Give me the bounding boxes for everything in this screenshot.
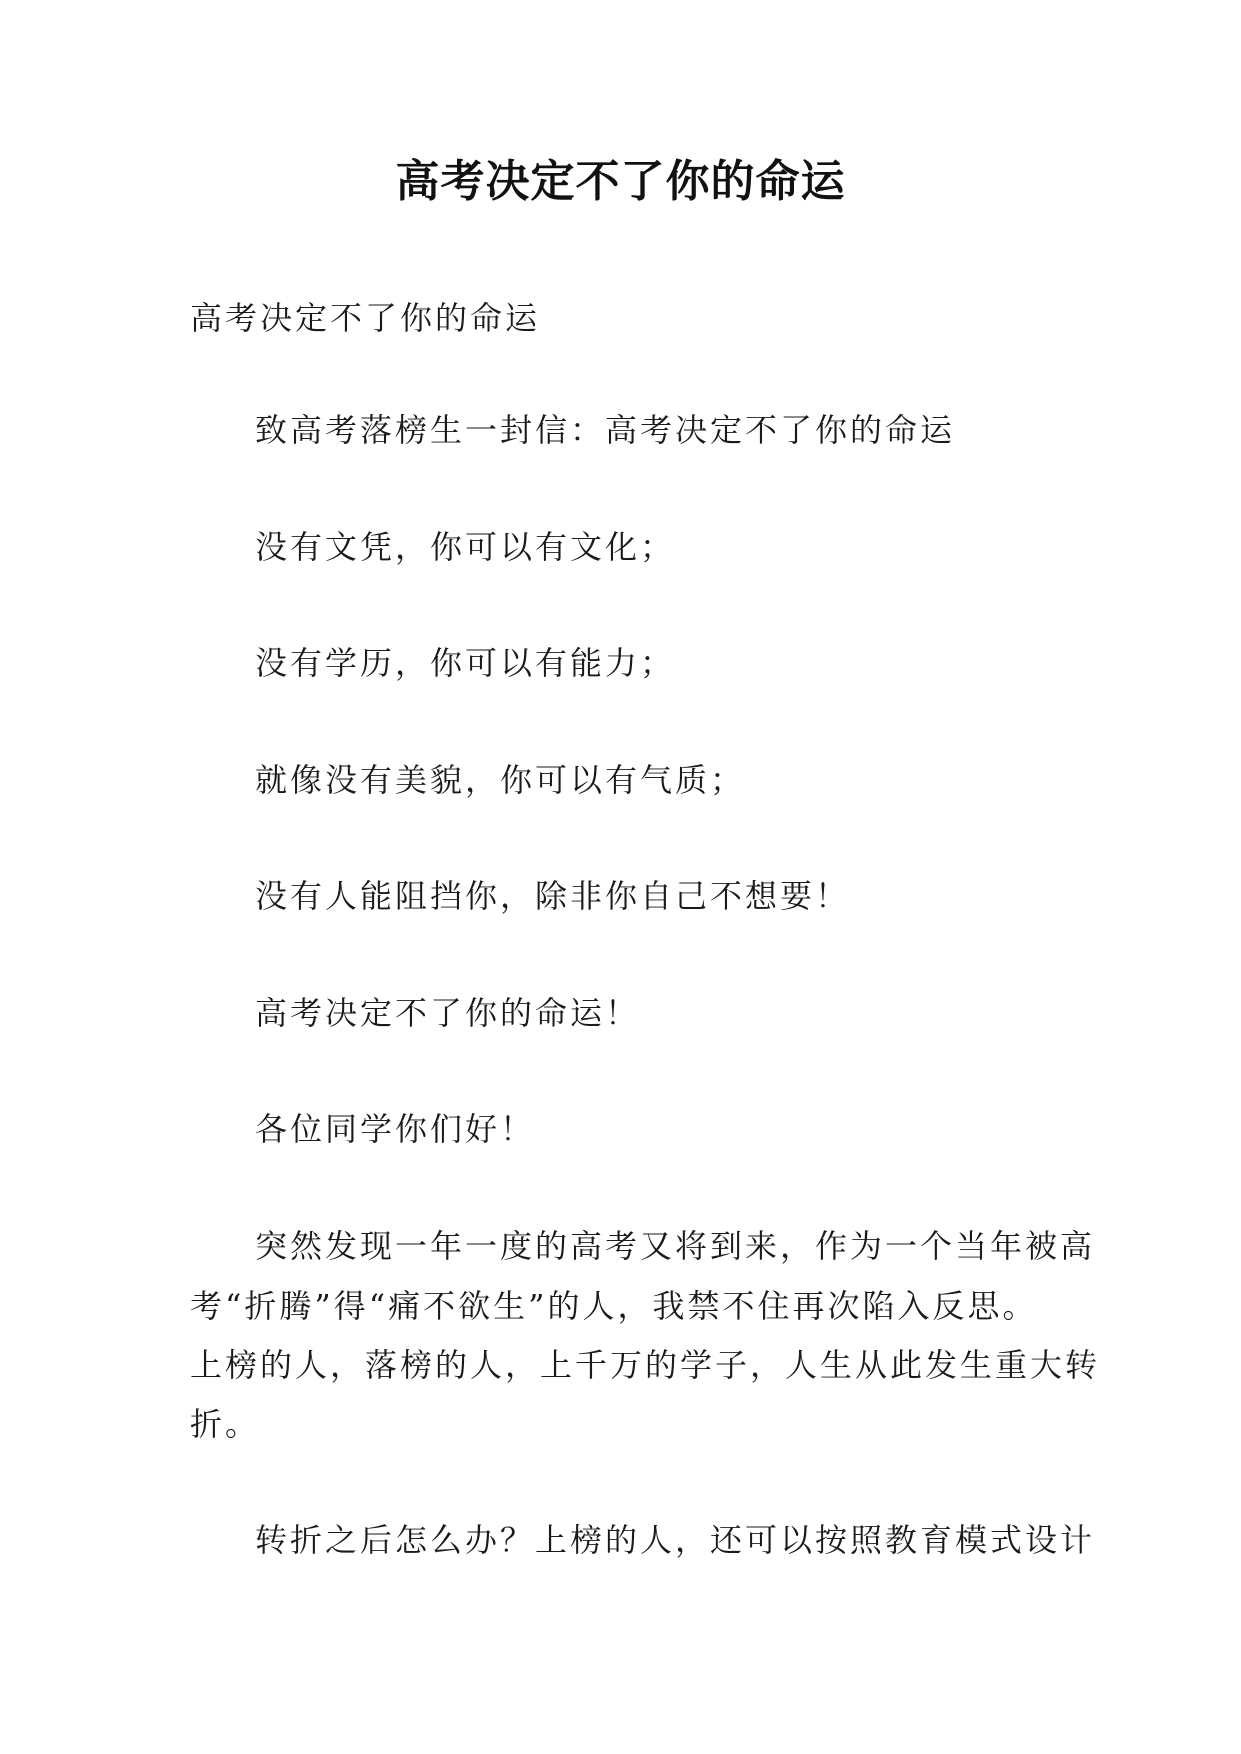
long-paragraph-line: 突然发现一年一度的高考又将到来，作为一个当年被高 <box>255 1227 1096 1265</box>
paragraph-last: 转折之后怎么办？上榜的人，还可以按照教育模式设计 <box>255 1521 1096 1559</box>
paragraph-1: 致高考落榜生一封信：高考决定不了你的命运 <box>255 411 956 449</box>
paragraph-2: 没有文凭，你可以有文化； <box>255 528 676 566</box>
document-title: 高考决定不了你的命运 <box>395 156 846 207</box>
paragraph-3: 没有学历，你可以有能力； <box>255 644 676 682</box>
paragraph-6: 高考决定不了你的命运！ <box>255 994 641 1032</box>
paragraph-4: 就像没有美貌，你可以有气质； <box>255 761 746 799</box>
paragraph-7: 各位同学你们好！ <box>255 1110 536 1148</box>
long-paragraph-line: 上榜的人，落榜的人，上千万的学子，人生从此发生重大转 <box>190 1346 1101 1384</box>
long-paragraph-line: 考“折腾”得“痛不欲生”的人，我禁不住再次陷入反思。 <box>190 1287 1038 1325</box>
paragraph-5: 没有人能阻挡你，除非你自己不想要！ <box>255 877 851 915</box>
long-paragraph-line: 折。 <box>190 1405 261 1443</box>
lead-line: 高考决定不了你的命运 <box>190 299 541 337</box>
